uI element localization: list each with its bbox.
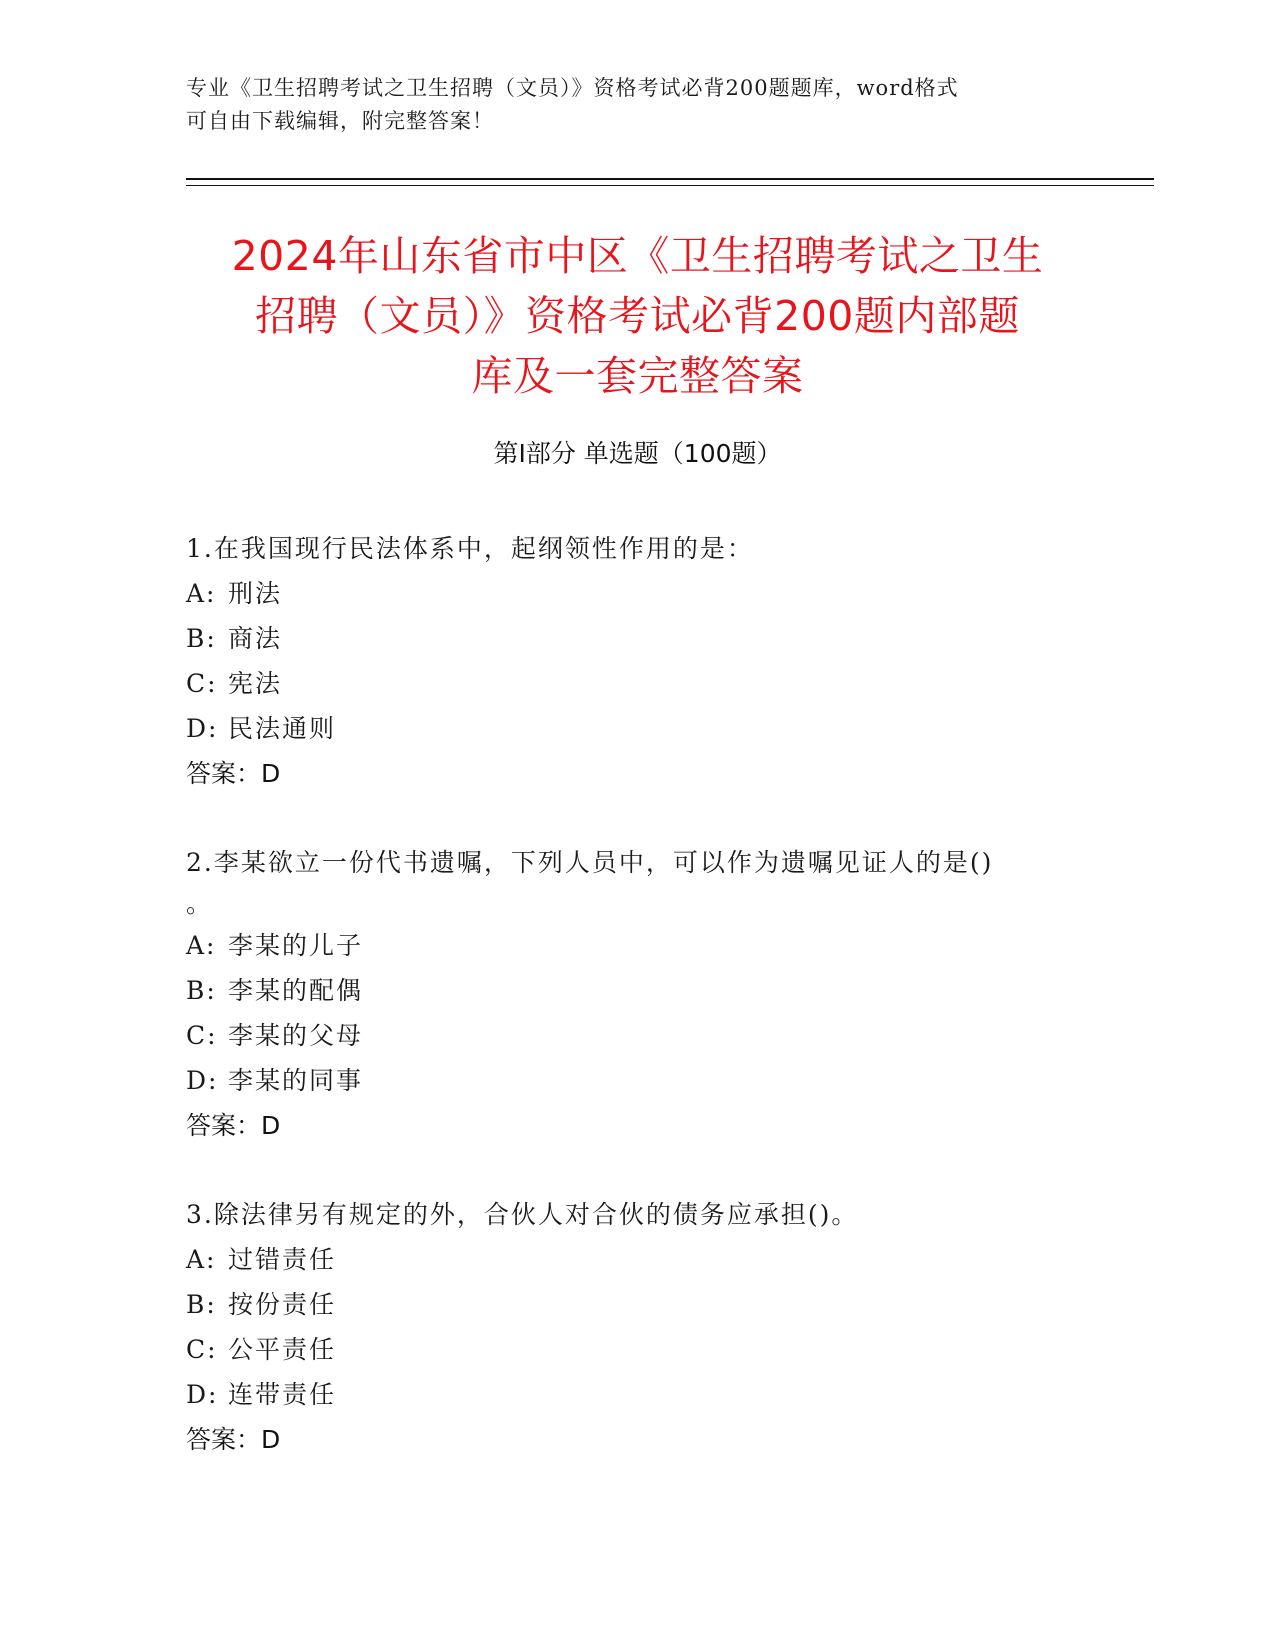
option-text: 按份责任 xyxy=(228,1290,337,1319)
section-heading: 第Ⅰ部分 单选题（100题） xyxy=(493,439,782,468)
answer-line: 答案：D xyxy=(186,1111,281,1140)
question-stem-continuation: 。 xyxy=(186,889,214,918)
question-item xyxy=(186,840,1086,1148)
option-letter: B: xyxy=(186,1290,217,1319)
question-item xyxy=(186,1192,1086,1462)
option-a xyxy=(186,571,1086,616)
option-text: 李某的儿子 xyxy=(228,931,364,960)
option-letter: A: xyxy=(186,931,217,960)
option-a xyxy=(186,923,1086,968)
option-a xyxy=(186,1237,1086,1282)
option-b xyxy=(186,1282,1086,1327)
question-list xyxy=(186,526,1086,1462)
option-letter: C: xyxy=(186,669,218,698)
option-text: 连带责任 xyxy=(228,1380,337,1409)
header-divider-thin xyxy=(186,185,1154,186)
option-letter: A: xyxy=(186,1245,217,1274)
question-stem: 2.李某欲立一份代书遗嘱，下列人员中，可以作为遗嘱见证人的是() xyxy=(186,848,994,877)
option-letter: A: xyxy=(186,579,217,608)
question-item xyxy=(186,526,1086,796)
option-letter: B: xyxy=(186,624,217,653)
title-line: 库及一套完整答案 xyxy=(471,352,804,400)
option-letter: D: xyxy=(186,1066,219,1095)
option-letter: C: xyxy=(186,1021,218,1050)
question-stem: 1.在我国现行民法体系中，起纲领性作用的是： xyxy=(186,534,754,563)
option-text: 李某的同事 xyxy=(228,1066,364,1095)
option-text: 商法 xyxy=(228,624,283,653)
document-title xyxy=(160,226,1115,406)
option-text: 李某的配偶 xyxy=(228,976,364,1005)
answer-line: 答案：D xyxy=(186,1425,281,1454)
option-letter: B: xyxy=(186,976,217,1005)
answer-line: 答案：D xyxy=(186,759,281,788)
option-d xyxy=(186,706,1086,751)
question-stem: 3.除法律另有规定的外，合伙人对合伙的债务应承担()。 xyxy=(186,1200,859,1229)
option-c xyxy=(186,661,1086,706)
option-b xyxy=(186,616,1086,661)
option-d xyxy=(186,1058,1086,1103)
title-line: 招聘（文员）》资格考试必背200题内部题 xyxy=(255,292,1020,340)
option-letter: D: xyxy=(186,1380,219,1409)
option-letter: C: xyxy=(186,1335,218,1364)
title-line: 2024年山东省市中区《卫生招聘考试之卫生 xyxy=(231,232,1044,280)
option-d xyxy=(186,1372,1086,1417)
spacer xyxy=(186,796,1086,840)
option-letter: D: xyxy=(186,714,219,743)
header-note xyxy=(186,72,1086,138)
spacer xyxy=(186,1148,1086,1192)
option-text: 公平责任 xyxy=(228,1335,337,1364)
option-c xyxy=(186,1327,1086,1372)
option-text: 宪法 xyxy=(228,669,283,698)
option-text: 刑法 xyxy=(228,579,283,608)
option-text: 过错责任 xyxy=(228,1245,337,1274)
option-b xyxy=(186,968,1086,1013)
header-note-line: 专业《卫生招聘考试之卫生招聘（文员）》资格考试必背200题题库，word格式 xyxy=(186,76,959,100)
option-text: 民法通则 xyxy=(228,714,337,743)
header-note-line: 可自由下载编辑，附完整答案！ xyxy=(186,109,494,133)
option-text: 李某的父母 xyxy=(228,1021,364,1050)
header-divider-thick xyxy=(186,178,1154,180)
option-c xyxy=(186,1013,1086,1058)
